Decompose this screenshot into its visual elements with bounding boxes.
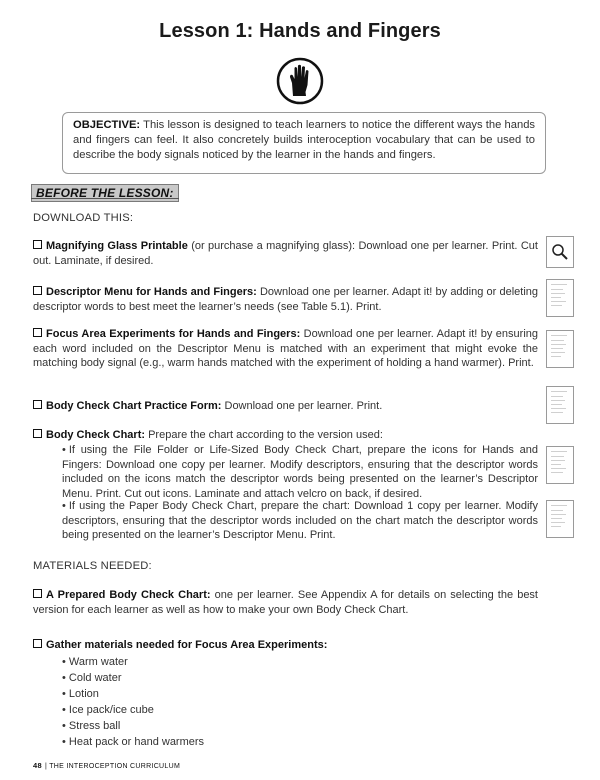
item-title: Gather materials needed for Focus Area Experiments: — [46, 639, 328, 651]
body-check-chart-thumb — [546, 446, 574, 484]
item-title: Magnifying Glass Printable — [46, 240, 188, 252]
checkbox-icon — [33, 286, 42, 295]
page-footer — [33, 761, 180, 770]
list-item — [33, 428, 538, 443]
page-number: 48 — [33, 761, 42, 770]
objective-text: This lesson is designed to teach learners to notice the different ways the hands and fingers can feel. It also concretely builds interoception vocabulary that can be used to describe the body signals noticed by the learner in the hands and fingers. — [73, 119, 536, 161]
descriptor-menu-thumb — [546, 279, 574, 317]
before-lesson-heading: BEFORE THE LESSON: — [31, 184, 179, 202]
material-item: • Stress ball — [62, 720, 121, 732]
objective-box — [62, 112, 546, 174]
list-item — [33, 327, 538, 371]
experiments-thumb — [546, 330, 574, 368]
item-title: A Prepared Body Check Chart: — [46, 589, 211, 601]
checkbox-icon — [33, 240, 42, 249]
list-item — [33, 399, 538, 414]
item-text: Download one per learner. Print. — [221, 400, 383, 412]
checkbox-icon — [33, 400, 42, 409]
material-item: • Lotion — [62, 688, 99, 700]
item-text: Prepare the chart according to the version used: — [145, 429, 383, 441]
item-text: Download one per learner. Adapt it! by adding or deleting descriptor words to best meet the learner’s needs (see Table 5.1). Print. — [33, 286, 538, 313]
objective-label: OBJECTIVE: — [73, 119, 141, 131]
checkbox-icon — [33, 639, 42, 648]
item-text: Download one per learner. Adapt it! by ensuring each word included on the Descriptor Menu is matched with an experiment that might evoke the matching body signal (e.g., warm hands matched with the experiment of holding a hand warmer). Print. — [33, 328, 538, 369]
divider — [31, 198, 179, 199]
checkbox-icon — [33, 429, 42, 438]
material-item: • Heat pack or hand warmers — [62, 736, 205, 748]
material-item: • Ice pack/ice cube — [62, 704, 154, 716]
list-item — [33, 588, 538, 617]
list-item — [33, 239, 538, 268]
checkbox-icon — [33, 589, 42, 598]
sub-list-item: • If using the File Folder or Life-Sized Body Check Chart, prepare the icons for Hands and Fingers: Download one copy per learner. Modify descriptors, ensuring that the descriptor words included on the icons match the descriptor words being presented on the learner’s Descriptor Menu. Print. Cut out icons. Laminate and attach velcro on back, if desired. — [62, 444, 538, 500]
item-title: Body Check Chart: — [46, 429, 146, 441]
item-title: Focus Area Experiments for Hands and Fingers: — [46, 328, 301, 340]
item-text: one per learner. See Appendix A for details on selecting the best version for each learner as well as how to make your own Body Check Chart. — [33, 589, 538, 616]
checkbox-icon — [33, 328, 42, 337]
page-title: Lesson 1: Hands and Fingers — [159, 20, 441, 42]
materials-label: MATERIALS NEEDED: — [33, 560, 152, 572]
list-item — [33, 285, 538, 314]
practice-form-thumb — [546, 386, 574, 424]
item-title: Descriptor Menu for Hands and Fingers: — [46, 286, 257, 298]
list-item — [33, 638, 538, 653]
material-item: • Cold water — [62, 672, 122, 684]
material-item: • Warm water — [62, 656, 128, 668]
item-title: Body Check Chart Practice Form: — [46, 400, 222, 412]
hand-icon — [275, 56, 325, 106]
download-label: DOWNLOAD THIS: — [33, 212, 134, 224]
sub-list-item: • If using the Paper Body Check Chart, prepare the chart: Download 1 copy per learner. Modify descriptors, ensuring that the descriptor words included on the chart match the descriptor words being presented on the learner’s Descriptor Menu. Print. — [62, 500, 538, 541]
magnifying-glass-icon — [546, 236, 574, 268]
item-text: (or purchase a magnifying glass): Download one per learner. Print. Cut out. Laminate, if desired. — [33, 240, 538, 267]
paper-chart-thumb — [546, 500, 574, 538]
footer-text: | THE INTEROCEPTION CURRICULUM — [44, 763, 181, 770]
